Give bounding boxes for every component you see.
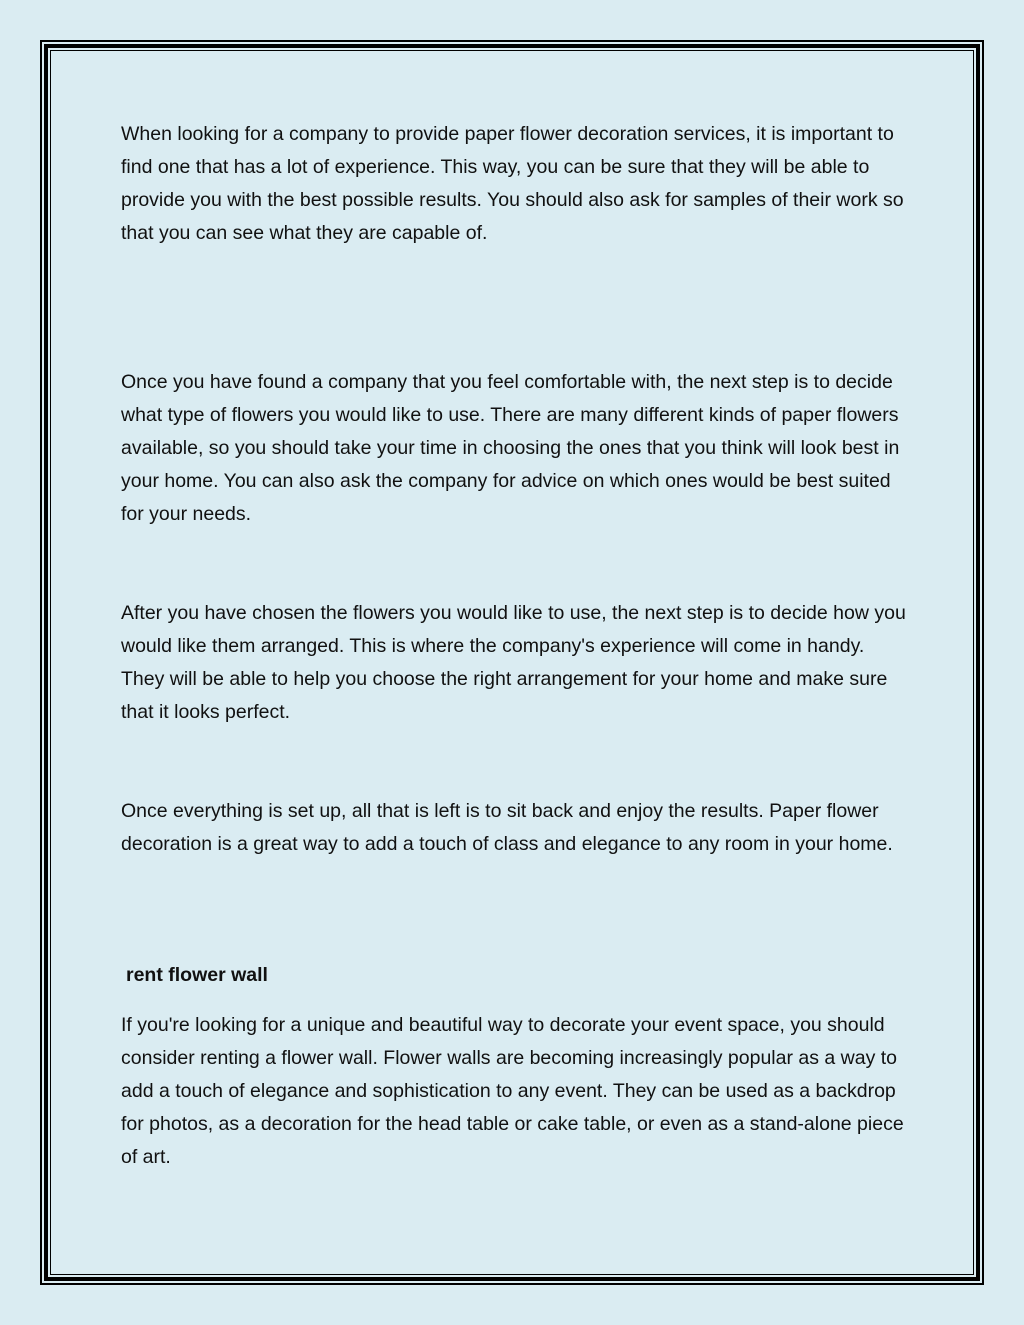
- section-heading: rent flower wall: [126, 964, 268, 986]
- paragraph-choosing-flowers: Once you have found a company that you feel comfortable with, the next step is to decide what type of flowers you would like to use. There are many different kinds of paper flowers available, so you should take your time in choosing the ones that you think will look best in your home. You can also ask the company for advice on which ones would be best suited for your needs.: [121, 371, 900, 525]
- paragraph-conclusion: Once everything is set up, all that is left is to sit back and enjoy the results. Paper flower decoration is a great way to add a touch of class and elegance to any room in your home.: [121, 800, 893, 855]
- paragraph-intro: When looking for a company to provide paper flower decoration services, it is important to find one that has a lot of experience. This way, you can be sure that they will be able to provide you with the best possible results. You should also ask for samples of their work so that you can see what they are capable of.: [121, 123, 904, 244]
- paragraph-flower-wall: If you're looking for a unique and beautiful way to decorate your event space, you should consider renting a flower wall. Flower walls are becoming increasingly popular as a way to add a touch of elegance and sophistication to any event. They can be used as a backdrop for photos, as a decoration for the head table or cake table, or even as a stand-alone piece of art.: [121, 1014, 904, 1168]
- paragraph-arrangement: After you have chosen the flowers you would like to use, the next step is to decide how you would like them arranged. This is where the company's experience will come in handy. They will be able to help you choose the right arrangement for your home and make sure that it looks perfect.: [121, 602, 906, 723]
